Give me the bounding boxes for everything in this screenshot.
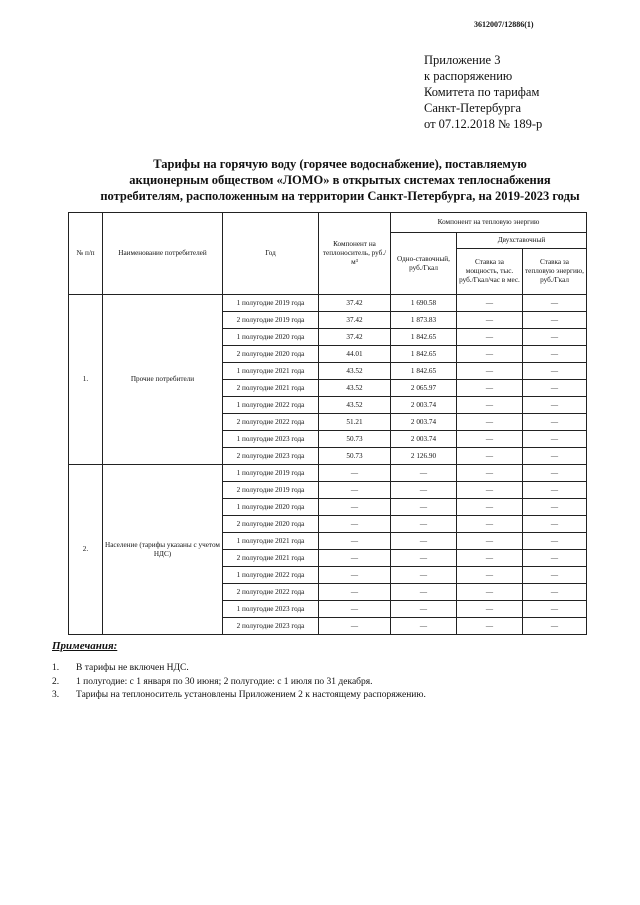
consumer-name: Прочие потребители: [103, 295, 223, 465]
header-year: Год: [223, 213, 319, 295]
note-text: В тарифы не включен НДС.: [76, 663, 189, 673]
cell-energy: —: [523, 482, 587, 499]
cell-single: 2 126.90: [391, 448, 457, 465]
cell-carrier: 43.52: [319, 380, 391, 397]
header-energy: Компонент на тепловую энергию: [391, 213, 587, 233]
tariff-table: [68, 212, 587, 635]
cell-single: —: [391, 482, 457, 499]
appendix-block: [424, 52, 542, 132]
cell-energy: —: [523, 448, 587, 465]
header-capacity: Ставка за мощность, тыс. руб./Гкал/час в мес.: [457, 249, 523, 295]
cell-carrier: 51.21: [319, 414, 391, 431]
note-number: 3.: [52, 690, 60, 700]
cell-capacity: —: [457, 550, 523, 567]
cell-carrier: —: [319, 567, 391, 584]
group-number: 2.: [69, 465, 103, 635]
cell-energy: —: [523, 601, 587, 618]
cell-capacity: —: [457, 567, 523, 584]
cell-energy: —: [523, 516, 587, 533]
cell-single: 1 690.58: [391, 295, 457, 312]
cell-carrier: —: [319, 465, 391, 482]
cell-single: —: [391, 516, 457, 533]
cell-energy: —: [523, 346, 587, 363]
note-text: 1 полугодие: с 1 января по 30 июня; 2 полугодие: с 1 июля по 31 декабря.: [76, 676, 373, 687]
cell-capacity: —: [457, 465, 523, 482]
cell-carrier: 37.42: [319, 295, 391, 312]
header-two-part: Двухставочный: [457, 233, 587, 249]
cell-carrier: 43.52: [319, 363, 391, 380]
cell-period: 2 полугодие 2019 года: [223, 482, 319, 499]
document-title: [60, 156, 620, 204]
appendix-line: к распоряжению: [424, 69, 513, 83]
cell-capacity: —: [457, 516, 523, 533]
cell-energy: —: [523, 295, 587, 312]
cell-energy: —: [523, 431, 587, 448]
cell-energy: —: [523, 465, 587, 482]
cell-carrier: —: [319, 533, 391, 550]
cell-capacity: —: [457, 431, 523, 448]
title-line: Тарифы на горячую воду (горячее водоснабжение), поставляемую: [153, 157, 527, 171]
appendix-line: от 07.12.2018 № 189-р: [424, 117, 543, 131]
cell-carrier: —: [319, 499, 391, 516]
cell-single: —: [391, 465, 457, 482]
cell-carrier: 44.01: [319, 346, 391, 363]
header-num: № п/п: [69, 213, 103, 295]
cell-period: 1 полугодие 2022 года: [223, 397, 319, 414]
cell-period: 1 полугодие 2020 года: [223, 499, 319, 516]
cell-energy: —: [523, 414, 587, 431]
cell-single: —: [391, 499, 457, 516]
cell-energy: —: [523, 363, 587, 380]
cell-period: 2 полугодие 2021 года: [223, 380, 319, 397]
cell-carrier: 37.42: [319, 312, 391, 329]
cell-capacity: —: [457, 295, 523, 312]
cell-single: —: [391, 567, 457, 584]
cell-energy: —: [523, 533, 587, 550]
cell-period: 1 полугодие 2023 года: [223, 601, 319, 618]
cell-single: 2 065.97: [391, 380, 457, 397]
document-number: 3612007/12886(1): [474, 20, 534, 29]
cell-carrier: —: [319, 584, 391, 601]
cell-capacity: —: [457, 312, 523, 329]
cell-carrier: 50.73: [319, 431, 391, 448]
cell-energy: —: [523, 567, 587, 584]
cell-carrier: —: [319, 618, 391, 635]
cell-carrier: 37.42: [319, 329, 391, 346]
cell-energy: —: [523, 397, 587, 414]
cell-single: 2 003.74: [391, 414, 457, 431]
note-number: 1.: [52, 663, 60, 673]
note-item: [52, 662, 426, 676]
cell-single: 2 003.74: [391, 397, 457, 414]
cell-single: 2 003.74: [391, 431, 457, 448]
cell-carrier: 50.73: [319, 448, 391, 465]
cell-carrier: —: [319, 601, 391, 618]
cell-single: 1 842.65: [391, 363, 457, 380]
header-energy-rate: Ставка за тепловую энергию, руб./Гкал: [523, 249, 587, 295]
title-line: акционерным обществом «ЛОМО» в открытых системах теплоснабжения: [129, 173, 551, 187]
cell-carrier: —: [319, 482, 391, 499]
cell-energy: —: [523, 329, 587, 346]
cell-period: 2 полугодие 2019 года: [223, 312, 319, 329]
cell-capacity: —: [457, 618, 523, 635]
header-carrier: Компонент на теплоноситель, руб./м³: [319, 213, 391, 295]
note-item: [52, 676, 426, 690]
cell-single: —: [391, 533, 457, 550]
cell-single: —: [391, 601, 457, 618]
cell-period: 1 полугодие 2022 года: [223, 567, 319, 584]
cell-capacity: —: [457, 499, 523, 516]
cell-period: 2 полугодие 2023 года: [223, 618, 319, 635]
cell-period: 1 полугодие 2021 года: [223, 533, 319, 550]
cell-capacity: —: [457, 329, 523, 346]
cell-single: —: [391, 550, 457, 567]
appendix-line: Санкт-Петербурга: [424, 101, 522, 115]
cell-capacity: —: [457, 533, 523, 550]
cell-period: 2 полугодие 2023 года: [223, 448, 319, 465]
notes-list: [52, 662, 426, 703]
notes-heading: Примечания:: [52, 640, 118, 652]
cell-period: 1 полугодие 2019 года: [223, 295, 319, 312]
cell-period: 1 полугодие 2020 года: [223, 329, 319, 346]
cell-energy: —: [523, 312, 587, 329]
note-text: Тарифы на теплоноситель установлены Приложением 2 к настоящему распоряжению.: [76, 690, 426, 700]
note-item: [52, 689, 426, 703]
cell-capacity: —: [457, 380, 523, 397]
appendix-line: Приложение 3: [424, 53, 501, 67]
cell-single: 1 842.65: [391, 329, 457, 346]
table-row: [69, 465, 587, 482]
cell-period: 2 полугодие 2022 года: [223, 414, 319, 431]
cell-carrier: 43.52: [319, 397, 391, 414]
cell-energy: —: [523, 499, 587, 516]
cell-period: 2 полугодие 2022 года: [223, 584, 319, 601]
cell-period: 2 полугодие 2021 года: [223, 550, 319, 567]
cell-capacity: —: [457, 448, 523, 465]
cell-energy: —: [523, 618, 587, 635]
cell-capacity: —: [457, 601, 523, 618]
consumer-name: Население (тарифы указаны с учетом НДС): [103, 465, 223, 635]
cell-energy: —: [523, 584, 587, 601]
cell-carrier: —: [319, 550, 391, 567]
cell-period: 1 полугодие 2023 года: [223, 431, 319, 448]
cell-capacity: —: [457, 414, 523, 431]
appendix-line: Комитета по тарифам: [424, 85, 540, 99]
cell-period: 1 полугодие 2021 года: [223, 363, 319, 380]
cell-single: 1 842.65: [391, 346, 457, 363]
cell-single: —: [391, 618, 457, 635]
title-line: потребителям, расположенным на территории Санкт-Петербурга, на 2019-2023 годы: [100, 189, 580, 203]
cell-carrier: —: [319, 516, 391, 533]
cell-period: 1 полугодие 2019 года: [223, 465, 319, 482]
cell-period: 2 полугодие 2020 года: [223, 346, 319, 363]
cell-capacity: —: [457, 346, 523, 363]
header-single: Одно-ставочный, руб./Гкал: [391, 233, 457, 295]
cell-capacity: —: [457, 363, 523, 380]
cell-capacity: —: [457, 397, 523, 414]
cell-capacity: —: [457, 584, 523, 601]
cell-single: 1 873.83: [391, 312, 457, 329]
cell-single: —: [391, 584, 457, 601]
cell-energy: —: [523, 380, 587, 397]
note-number: 2.: [52, 676, 60, 687]
cell-energy: —: [523, 550, 587, 567]
table-row: [69, 295, 587, 312]
header-name: Наименование потребителей: [103, 213, 223, 295]
cell-capacity: —: [457, 482, 523, 499]
group-number: 1.: [69, 295, 103, 465]
cell-period: 2 полугодие 2020 года: [223, 516, 319, 533]
